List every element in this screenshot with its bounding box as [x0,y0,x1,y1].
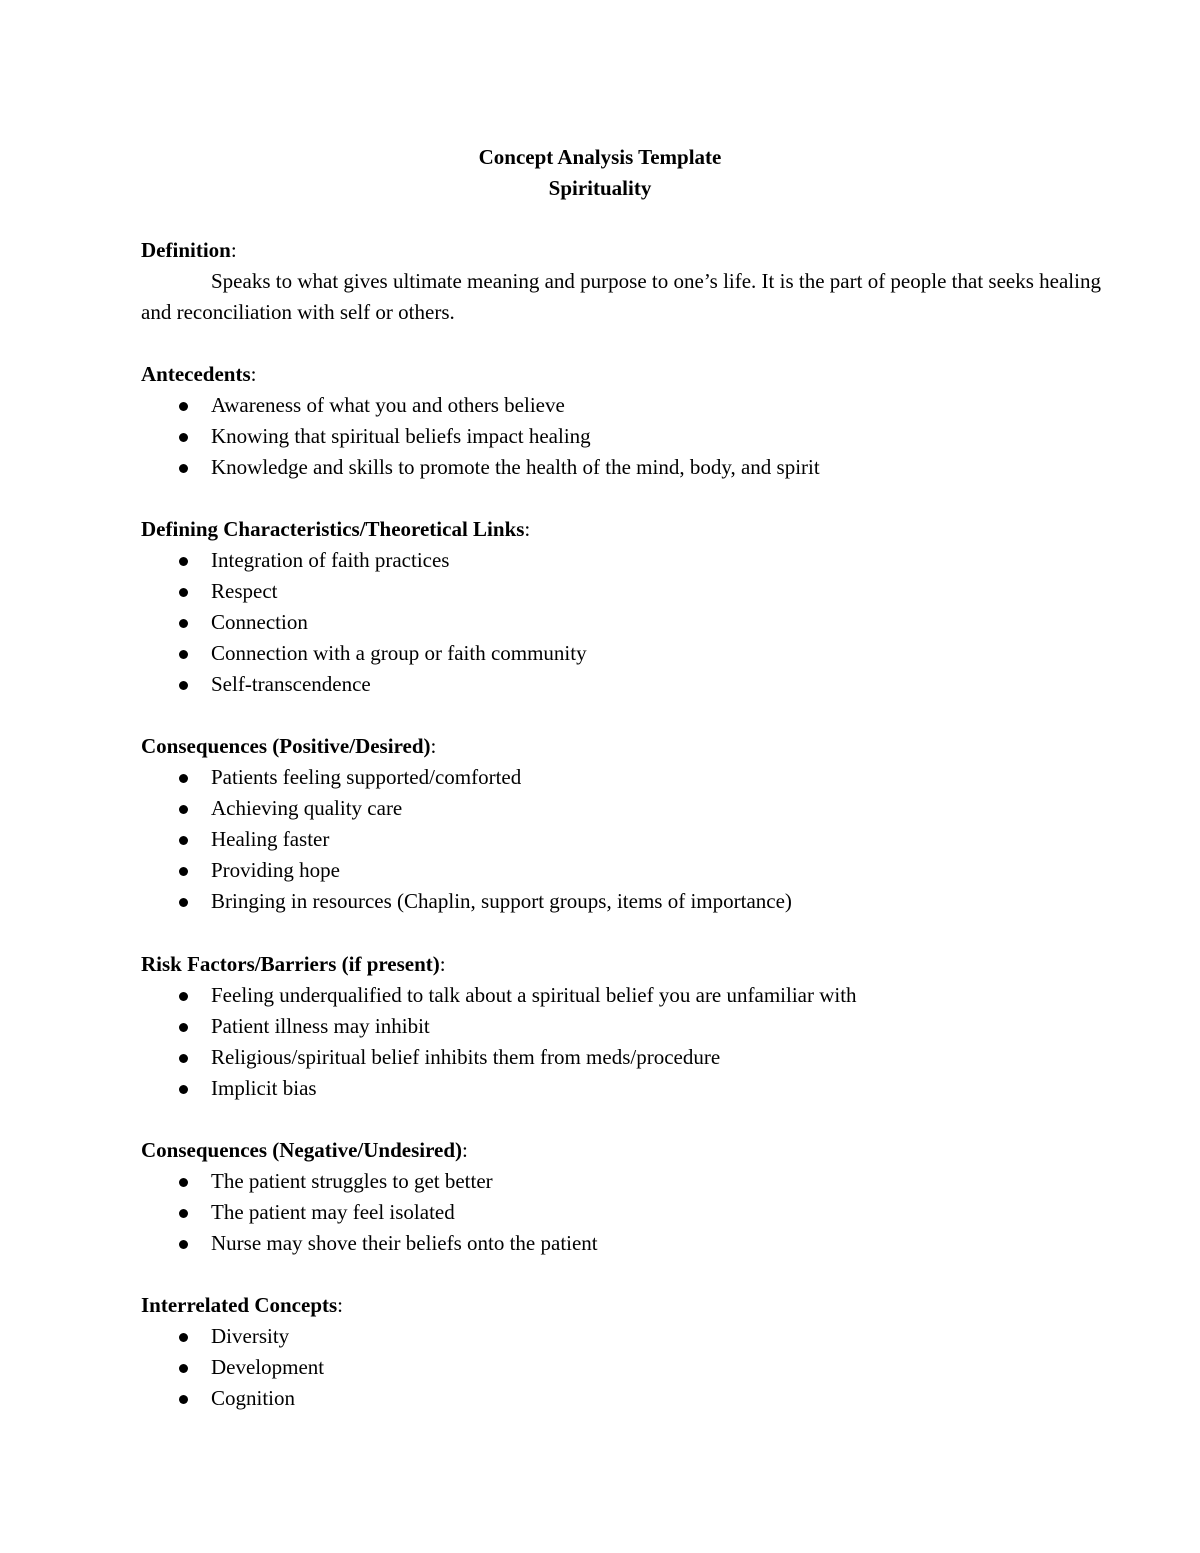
list-item [141,980,1101,1011]
bullet-icon [179,1395,188,1404]
bullet-icon [179,650,188,659]
list-item-text: Providing hope [211,858,340,882]
list-item [141,1073,1101,1104]
bullet-icon [179,464,188,473]
list-item-text: Knowledge and skills to promote the health of the mind, body, and spirit [211,455,820,479]
section-heading: Antecedents: [141,362,257,386]
bullet-icon [179,836,188,845]
section-heading-label: Defining Characteristics/Theoretical Links [141,517,525,541]
list-item [141,762,1101,793]
list-item [141,421,1101,452]
definition-text [141,266,1101,328]
list-item [141,669,1101,700]
section-heading-label: Interrelated Concepts [141,1293,338,1317]
consequences-positive-section [141,731,1101,917]
bullet-icon [179,867,188,876]
list-item [141,545,1101,576]
list-item [141,824,1101,855]
section-heading: Consequences (Negative/Undesired): [141,1138,468,1162]
bullet-icon [179,588,188,597]
list-item-text: Awareness of what you and others believe [211,393,565,417]
bullet-icon [179,1178,188,1187]
list-item-text: Healing faster [211,827,330,851]
list-item-text: Feeling underqualified to talk about a spiritual belief you are unfamiliar with [211,983,857,1007]
bullet-icon [179,1240,188,1249]
list-item [141,390,1101,421]
list-item [141,1228,1101,1259]
list-item-text: Cognition [211,1386,296,1410]
list-item-text: Implicit bias [211,1076,317,1100]
list-item [141,855,1101,886]
list-item [141,638,1101,669]
bullet-icon [179,1364,188,1373]
list-item-text: Development [211,1355,325,1379]
list-item-text: The patient struggles to get better [211,1169,493,1193]
section-heading-label: Consequences (Positive/Desired) [141,734,431,758]
bullet-icon [179,774,188,783]
list-item [141,1352,1101,1383]
bullet-icon [179,1209,188,1218]
bullet-icon [179,805,188,814]
list-item-text: Respect [211,579,278,603]
bullet-icon [179,1333,188,1342]
bullet-icon [179,1085,188,1094]
bullet-icon [179,898,188,907]
document-title: Concept Analysis Template [478,145,722,169]
list-item-text: Knowing that spiritual beliefs impact healing [211,424,591,448]
document-subtitle: Spirituality [548,176,652,200]
list-item [141,1011,1101,1042]
bullet-icon [179,619,188,628]
list-item [141,1383,1101,1414]
list-item-text: The patient may feel isolated [211,1200,455,1224]
list-item-text: Diversity [211,1324,290,1348]
list-item [141,576,1101,607]
bullet-list [141,545,1101,700]
bullet-list [141,980,1101,1104]
list-item [141,793,1101,824]
list-item-text: Patients feeling supported/comforted [211,765,522,789]
list-item [141,1321,1101,1352]
bullet-icon [179,557,188,566]
list-item-text: Bringing in resources (Chaplin, support groups, items of importance) [211,889,792,913]
title-block [0,142,1200,204]
bullet-list [141,390,1101,483]
list-item-text: Connection [211,610,308,634]
section-heading: Risk Factors/Barriers (if present): [141,952,446,976]
bullet-icon [179,681,188,690]
definition-section [141,235,1101,328]
list-item-text: Religious/spiritual belief inhibits them from meds/procedure [211,1045,721,1069]
list-item-text: Connection with a group or faith community [211,641,587,665]
consequences-negative-section [141,1135,1101,1259]
risk-factors-section [141,949,1101,1104]
list-item-text: Patient illness may inhibit [211,1014,430,1038]
list-item [141,607,1101,638]
bullet-list [141,1166,1101,1259]
section-heading-label: Definition [141,238,231,262]
bullet-icon [179,1054,188,1063]
section-heading: Interrelated Concepts: [141,1293,344,1317]
section-heading: Consequences (Positive/Desired): [141,734,437,758]
section-heading-label: Risk Factors/Barriers (if present) [141,952,440,976]
list-item-text: Integration of faith practices [211,548,450,572]
definition-body: Speaks to what gives ultimate meaning and purpose to one’s life. It is the part of people that seeks healing and reconciliation with self or others. [141,269,1101,324]
antecedents-section [141,359,1101,483]
section-heading-label: Consequences (Negative/Undesired) [141,1138,463,1162]
list-item-text: Self-transcendence [211,672,371,696]
interrelated-concepts-section [141,1290,1101,1414]
bullet-icon [179,433,188,442]
section-heading: Definition: [141,238,237,262]
list-item [141,886,1101,917]
list-item-text: Achieving quality care [211,796,403,820]
list-item [141,1197,1101,1228]
list-item-text: Nurse may shove their beliefs onto the patient [211,1231,598,1255]
bullet-list [141,762,1101,917]
bullet-list [141,1321,1101,1414]
defining-characteristics-section [141,514,1101,700]
section-heading: Defining Characteristics/Theoretical Links: [141,517,531,541]
list-item [141,1166,1101,1197]
section-heading-label: Antecedents [141,362,251,386]
bullet-icon [179,402,188,411]
bullet-icon [179,1023,188,1032]
list-item [141,452,1101,483]
bullet-icon [179,992,188,1001]
list-item [141,1042,1101,1073]
